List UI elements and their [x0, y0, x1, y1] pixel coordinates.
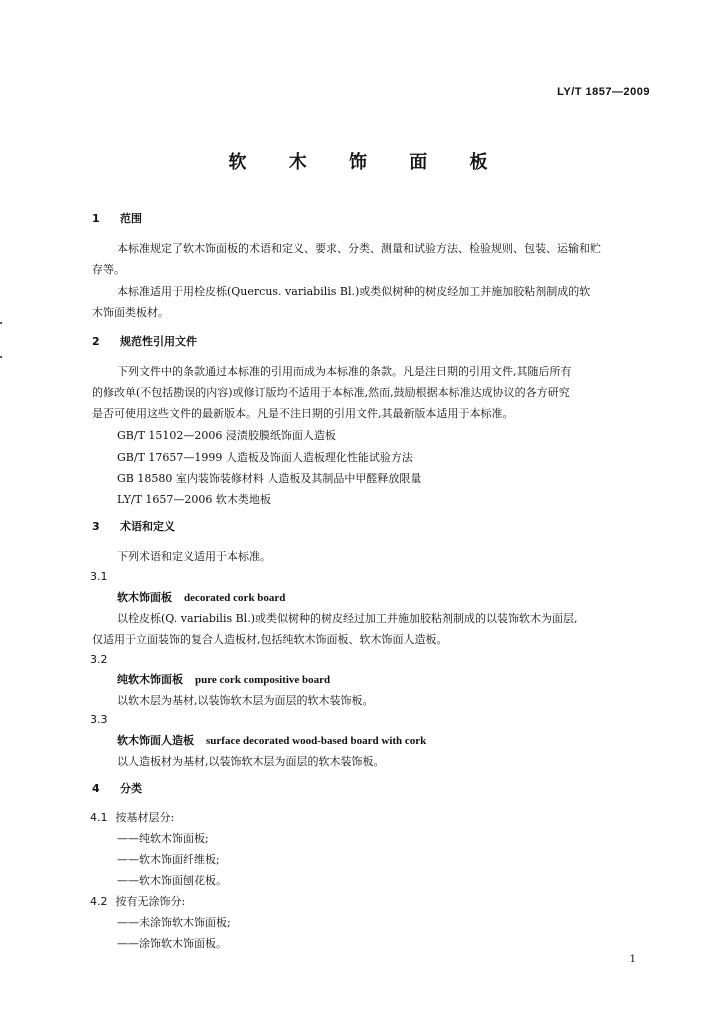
term-en: pure cork compositive board — [195, 674, 331, 686]
list-item: ——未涂饰软木饰面板; — [117, 916, 231, 929]
subsection-heading — [90, 894, 185, 909]
subsection-number: 4.2 — [90, 895, 108, 908]
scan-mark — [0, 322, 2, 324]
standard-number: LY/T 1857—2009 — [557, 86, 650, 98]
section-heading-1 — [92, 211, 142, 226]
term-entry — [117, 733, 426, 749]
list-item: ——纯软木饰面板; — [117, 832, 209, 845]
reference-item: GB/T 15102—2006 浸渍胶膜纸饰面人造板 — [117, 429, 336, 442]
paragraph-line: 本标准适用于用栓皮栎(Quercus. variabilis Bl.)或类似树种的树皮经加工并施加胶粘剂制成的软 — [117, 285, 591, 298]
term-entry — [117, 672, 330, 688]
list-item: ——软木饰面纤维板; — [117, 853, 220, 866]
reference-item: GB/T 17657—1999 人造板及饰面人造板理化性能试验方法 — [117, 451, 413, 464]
paragraph-line: 下列文件中的条款通过本标准的引用而成为本标准的条款。凡是注日期的引用文件,其随后所有 — [117, 365, 572, 378]
paragraph-line: 存等。 — [92, 263, 125, 276]
paragraph-line: 的修改单(不包括勘误的内容)或修订版均不适用于本标准,然而,鼓励根据本标准达成协议的各方研究 — [92, 386, 570, 399]
subsection-number: 4.1 — [90, 811, 108, 824]
section-title: 术语和定义 — [120, 520, 175, 533]
subsection-title: 按有无涂饰分: — [115, 895, 186, 908]
section-number: 1 — [92, 212, 100, 225]
section-title: 范围 — [120, 212, 142, 225]
section-number: 4 — [92, 782, 100, 795]
term-en: surface decorated wood-based board with cork — [206, 735, 427, 747]
section-number: 2 — [92, 335, 100, 348]
section-title: 分类 — [120, 782, 142, 795]
list-item: ——软木饰面刨花板。 — [117, 874, 227, 887]
term-cn: 纯软木饰面板 — [117, 673, 183, 686]
term-entry — [117, 590, 285, 606]
scan-mark — [0, 356, 2, 358]
list-item: ——涂饰软木饰面板。 — [117, 937, 227, 950]
term-number: 3.1 — [90, 570, 108, 583]
section-heading-2 — [92, 334, 197, 349]
section-title: 规范性引用文件 — [120, 335, 197, 348]
page-number: 1 — [629, 954, 636, 965]
paragraph-line: 是否可使用这些文件的最新版本。凡是不注日期的引用文件,其最新版本适用于本标准。 — [92, 407, 514, 420]
term-cn: 软木饰面板 — [117, 591, 172, 604]
definition-line: 仅适用于立面装饰的复合人造板材,包括纯软木饰面板、软木饰面人造板。 — [92, 633, 448, 646]
term-en: decorated cork board — [184, 592, 286, 604]
term-number: 3.3 — [90, 713, 108, 726]
subsection-heading — [90, 810, 174, 825]
term-number: 3.2 — [90, 653, 108, 666]
section-heading-3 — [92, 519, 175, 534]
term-cn: 软木饰面人造板 — [117, 734, 194, 747]
section-heading-4 — [92, 781, 142, 796]
paragraph-line: 木饰面类板材。 — [92, 306, 169, 319]
page-title: 软 木 饰 面 板 — [228, 152, 506, 173]
paragraph-line: 本标准规定了软木饰面板的术语和定义、要求、分类、测量和试验方法、检验规则、包装、运输和贮 — [117, 242, 601, 255]
definition-line: 以软木层为基材,以装饰软木层为面层的软木装饰板。 — [117, 694, 374, 707]
subsection-title: 按基材层分: — [115, 811, 175, 824]
definition-line: 以人造板材为基材,以装饰软木层为面层的软木装饰板。 — [117, 755, 385, 768]
paragraph-line: 下列术语和定义适用于本标准。 — [117, 550, 271, 563]
section-number: 3 — [92, 520, 100, 533]
reference-item: LY/T 1657—2006 软木类地板 — [117, 493, 271, 506]
reference-item: GB 18580 室内装饰装修材料 人造板及其制品中甲醛释放限量 — [117, 472, 422, 485]
definition-line: 以栓皮栎(Q. variabilis Bl.)或类似树种的树皮经过加工并施加胶粘剂制成的以装饰软木为面层, — [117, 612, 578, 625]
